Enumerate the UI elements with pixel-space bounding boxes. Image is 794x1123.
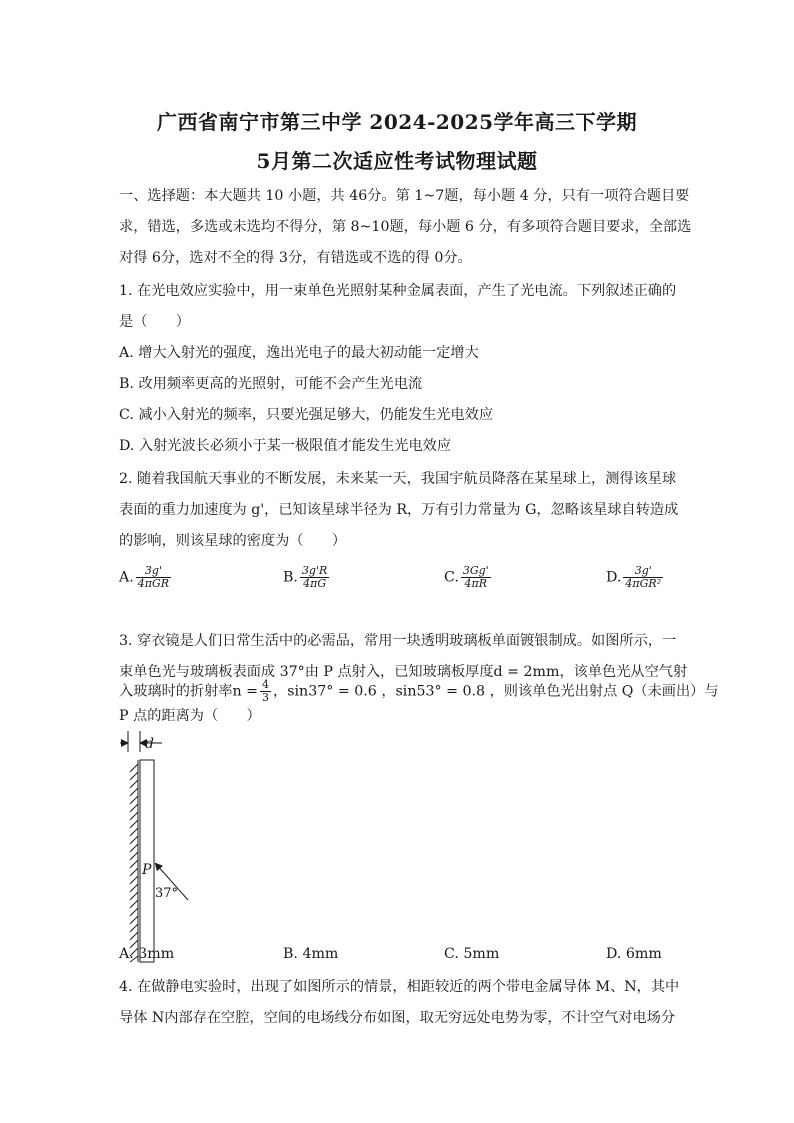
- section-instructions-line-3: 对得 6分，选对不全的得 3分，有错选或不选的得 0分。: [119, 250, 472, 266]
- thickness-label: d: [145, 736, 154, 752]
- q2-option-c-fraction: [461, 565, 491, 590]
- angle-label: 37°: [155, 886, 179, 901]
- point-p-label: P: [142, 862, 152, 878]
- q4-stem-line-2: 导体 N内部存在空腔，空间的电场线分布如图，取无穷远处电势为零，不计空气对电场分: [119, 1010, 676, 1026]
- thickness-dimension: [120, 731, 162, 752]
- q2-option-c-denominator: 4πR: [464, 577, 488, 590]
- section-instructions-line-2: 求，错选，多选或未选均不得分，第 8~10题，每小题 6 分，有多项符合题目要求，全部选: [119, 219, 692, 235]
- q2-stem-line-2: 表面的重力加速度为 g'，已知该星球半径为 R，万有引力常量为 G，忽略该星球自转造成: [119, 502, 679, 518]
- q3-option-c: C. 5mm: [444, 946, 500, 962]
- q2-option-d-denominator: 4πGR²: [625, 577, 662, 590]
- q2-option-a-denominator: 4πGR: [137, 577, 170, 590]
- q2-option-b-denominator: 4πG: [303, 577, 327, 590]
- q2-option-a-numerator: 3g': [136, 565, 171, 578]
- q3-stem-line-4: P 点的距离为（ ）: [119, 708, 261, 724]
- q2-option-b-numerator: 3g'R: [301, 564, 328, 577]
- q2-option-d: [606, 565, 665, 590]
- q1-stem-line-1: 1. 在光电效应实验中，用一束单色光照射某种金属表面，产生了光电流。下列叙述正确的: [119, 283, 677, 299]
- q2-option-a: [119, 565, 173, 590]
- refractive-index-numerator: 4: [262, 678, 270, 691]
- q2-stem-line-3: 的影响，则该星球的密度为（ ）: [119, 533, 347, 549]
- refractive-index-denominator: 3: [262, 691, 270, 704]
- q1-option-b: B. 改用频率更高的光照射，可能不会产生光电流: [119, 376, 423, 392]
- q2-option-c-letter: C.: [444, 569, 459, 586]
- q4-stem-line-1: 4. 在做静电实验时，出现了如图所示的情景，相距较近的两个带电金属导体 M、N，其中: [119, 979, 680, 995]
- q2-option-b: [283, 565, 331, 590]
- q2-option-a-letter: A.: [119, 569, 134, 586]
- section-instructions-line-1: 一、选择题：本大题共 10 小题，共 46分。第 1~7题，每小题 4 分，只有一项符合题目要: [119, 188, 690, 204]
- q2-option-c-numerator: 3Gg': [462, 564, 489, 577]
- q3-stem-line-3-start: 入玻璃时的折射率n =: [119, 683, 259, 700]
- glass-plate-figure: [112, 730, 202, 970]
- q3-stem-line-2: 束单色光与玻璃板表面成 37°由 P 点射入，已知玻璃板厚度d = 2mm，该单色光从空气射: [119, 664, 688, 680]
- q2-option-d-fraction: [623, 565, 663, 590]
- q3-stem-line-3-end: ，sin37° = 0.6 ，sin53° = 0.8 ，则该单色光出射点 Q（未画出）与: [273, 683, 719, 700]
- q1-option-a: A. 增大入射光的强度，逸出光电子的最大初动能一定增大: [119, 345, 479, 361]
- q1-option-c: C. 减小入射光的频率，只要光强足够大，仍能发生光电效应: [119, 407, 494, 423]
- q3-option-a: A. 3mm: [119, 946, 175, 962]
- page-title-line-1: 广西省南宁市第三中学 2024-2025学年高三下学期: [156, 110, 638, 134]
- q3-option-b: B. 4mm: [283, 946, 339, 962]
- q2-option-d-numerator: 3g': [623, 565, 663, 578]
- glass-plate: [140, 760, 154, 962]
- q2-option-a-fraction: [136, 565, 171, 590]
- silver-coating-hatch: [130, 760, 138, 962]
- q2-option-b-letter: B.: [283, 569, 298, 586]
- q1-stem-line-2: 是（ ）: [119, 314, 190, 330]
- q3-stem-line-3: [119, 678, 719, 704]
- q2-option-d-letter: D.: [606, 569, 622, 586]
- page-title-line-2: 5月第二次适应性考试物理试题: [256, 149, 538, 173]
- q2-option-c: [444, 565, 493, 590]
- refractive-index-fraction: [260, 679, 271, 704]
- q2-option-b-fraction: [300, 565, 329, 590]
- q3-stem-line-1: 3. 穿衣镜是人们日常生活中的必需品，常用一块透明玻璃板单面镀银制成。如图所示，一: [119, 633, 677, 649]
- q2-stem-line-1: 2. 随着我国航天事业的不断发展，未来某一天，我国宇航员降落在某星球上，测得该星球: [119, 471, 677, 487]
- q3-option-d: D. 6mm: [606, 946, 662, 962]
- q1-option-d: D. 入射光波长必须小于某一极限值才能发生光电效应: [119, 438, 452, 454]
